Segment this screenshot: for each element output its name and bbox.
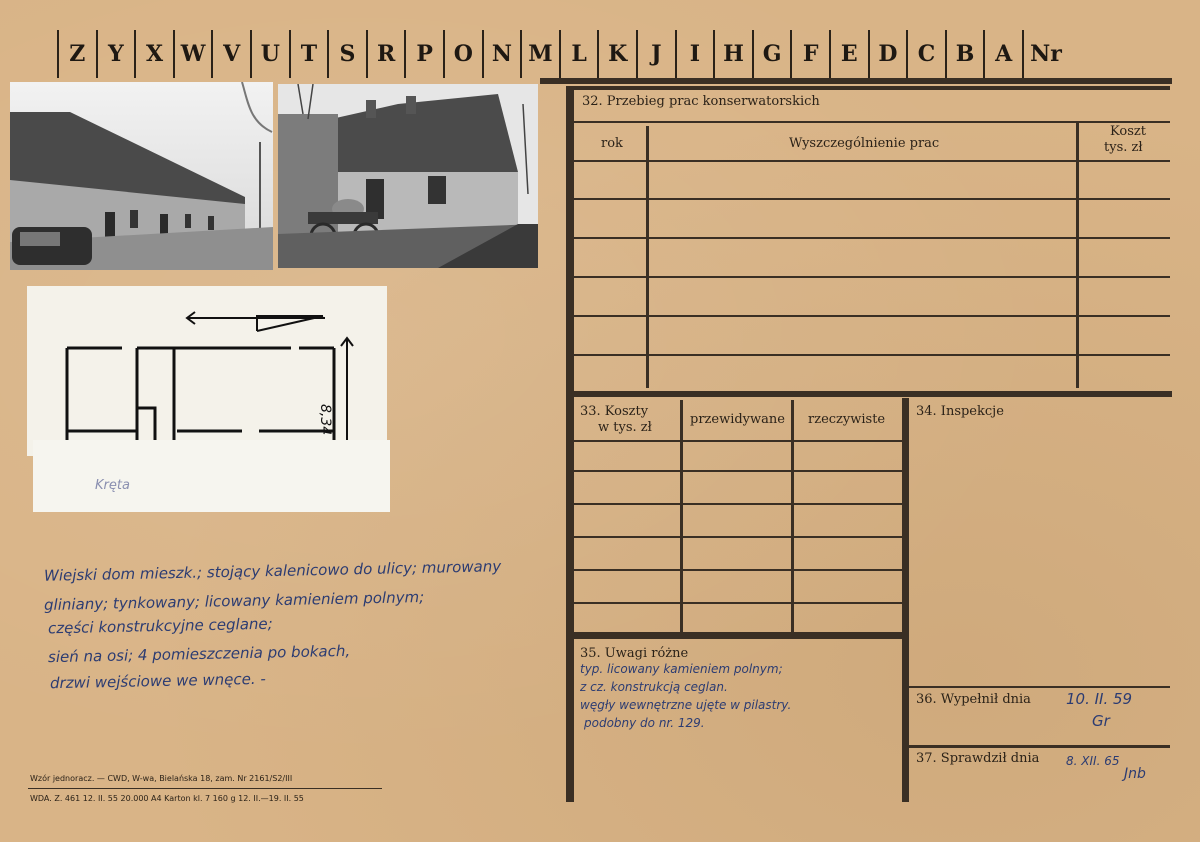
sec32-row-line (574, 315, 1170, 317)
sec33-bottom-rule (574, 632, 902, 639)
photo-courtyard-view (278, 84, 538, 268)
sec32-col-cost-1: Koszt (1110, 124, 1146, 139)
sec33-row-line (574, 503, 902, 505)
remark-line: węgły wewnętrzne ujęte w pilastry. (580, 698, 792, 712)
sec32-row-line (574, 237, 1170, 239)
index-letter-c: C (906, 30, 945, 78)
index-letter-v: V (211, 30, 250, 78)
footer-line-2: WDA. Z. 461 12. II. 55 20.000 A4 Karton kl. 7 160 g 12. II.—19. II. 55 (30, 794, 304, 803)
index-letter-y: Y (96, 30, 135, 78)
index-row-underline (540, 78, 1172, 84)
sec33-row-line (574, 470, 902, 472)
index-letter-h: H (713, 30, 752, 78)
description-line: części konstrukcyjne ceglane; (47, 614, 273, 638)
index-letter-j: J (636, 30, 675, 78)
index-letter-a: A (983, 30, 1022, 78)
section-36-title: 36. Wypełnił dnia (916, 692, 1031, 707)
sec33-row-line (574, 569, 902, 571)
grid-left-rule (566, 90, 574, 802)
floor-plan-sketch (27, 286, 387, 456)
index-letter-r: R (366, 30, 405, 78)
sec37-top-rule (909, 745, 1170, 748)
index-letter-n: N (482, 30, 521, 78)
sec32-row-line (574, 198, 1170, 200)
index-letter-z: Z (57, 30, 96, 78)
sec33-col-planned: przewidywane (690, 412, 785, 427)
footer-line-1: Wzór jednoracz. — CWD, W-wa, Bielańska 18, zam. Nr 2161/S2/III (30, 774, 293, 783)
index-letter-k: K (597, 30, 636, 78)
sec32-col-divider-1 (646, 126, 649, 388)
plan-caption: Kręta (95, 478, 130, 493)
index-letter-o: O (443, 30, 482, 78)
section-35-title: 35. Uwagi różne (580, 646, 689, 661)
sec33-header-rule (574, 440, 902, 442)
sec33-col-actual: rzeczywiste (808, 412, 886, 427)
index-letter-w: W (173, 30, 212, 78)
remark-line: podobny do nr. 129. (584, 716, 705, 730)
index-letter-l: L (559, 30, 598, 78)
section-33-title-2: w tys. zł (598, 420, 652, 435)
footer-rule (28, 788, 382, 789)
sec36-top-rule (909, 686, 1170, 688)
remark-line: typ. licowany kamieniem polnym; (580, 662, 783, 676)
sec32-col-rok: rok (601, 136, 623, 151)
section-34-title: 34. Inspekcje (916, 404, 1004, 419)
photo-street-view (10, 82, 273, 270)
index-letter-d: D (868, 30, 907, 78)
sec32-header-rule (574, 121, 1170, 123)
description-line: Wiejski dom mieszk.; stojący kalenicowo do ulicy; murowany (43, 557, 502, 585)
section-32-title: 32. Przebieg prac konserwatorskich (582, 94, 820, 109)
index-letter-g: G (752, 30, 791, 78)
sec32-row-line (574, 354, 1170, 356)
index-letter-i: I (675, 30, 714, 78)
index-letter-s: S (327, 30, 366, 78)
sec32-bottom-rule (574, 391, 1172, 397)
sec32-col-cost-2: tys. zł (1104, 140, 1143, 155)
description-line: gliniany; tynkowany; licowany kamieniem polnym; (43, 588, 425, 614)
index-letter-f: F (790, 30, 829, 78)
index-letter-u: U (250, 30, 289, 78)
sec33-col-divider-1 (680, 400, 683, 632)
sec33-col-divider-2 (791, 400, 794, 632)
sec32-row-line (574, 276, 1170, 278)
grid-top-rule (566, 86, 1170, 90)
plan-dimension: 8,34 (317, 404, 333, 436)
sec33-row-line (574, 536, 902, 538)
sec32-row-line (574, 160, 1170, 162)
plan-caption-slip (33, 440, 390, 512)
description-line: drzwi wejściowe we wnęce. - (49, 669, 266, 693)
index-letter-x: X (134, 30, 173, 78)
section-36-signature: Gr (1092, 712, 1110, 730)
section-33-title-1: 33. Koszty (580, 404, 649, 419)
remark-line: z cz. konstrukcją ceglan. (580, 680, 728, 694)
section-37-signature: Jnb (1124, 766, 1146, 782)
index-letter-m: M (520, 30, 559, 78)
section-36-date: 10. II. 59 (1066, 690, 1133, 708)
sec33-right-rule (902, 398, 909, 802)
sec32-col-desc: Wyszczególnienie prac (789, 136, 940, 151)
section-37-date: 8. XII. 65 (1066, 754, 1120, 768)
index-letter-t: T (289, 30, 328, 78)
sec33-row-line (574, 602, 902, 604)
index-letter-e: E (829, 30, 868, 78)
section-37-title: 37. Sprawdził dnia (916, 751, 1040, 766)
index-letter-p: P (404, 30, 443, 78)
index-letter-b: B (945, 30, 984, 78)
description-line: sień na osi; 4 pomieszczenia po bokach, (47, 641, 351, 667)
index-nr: Nr (1022, 30, 1068, 78)
